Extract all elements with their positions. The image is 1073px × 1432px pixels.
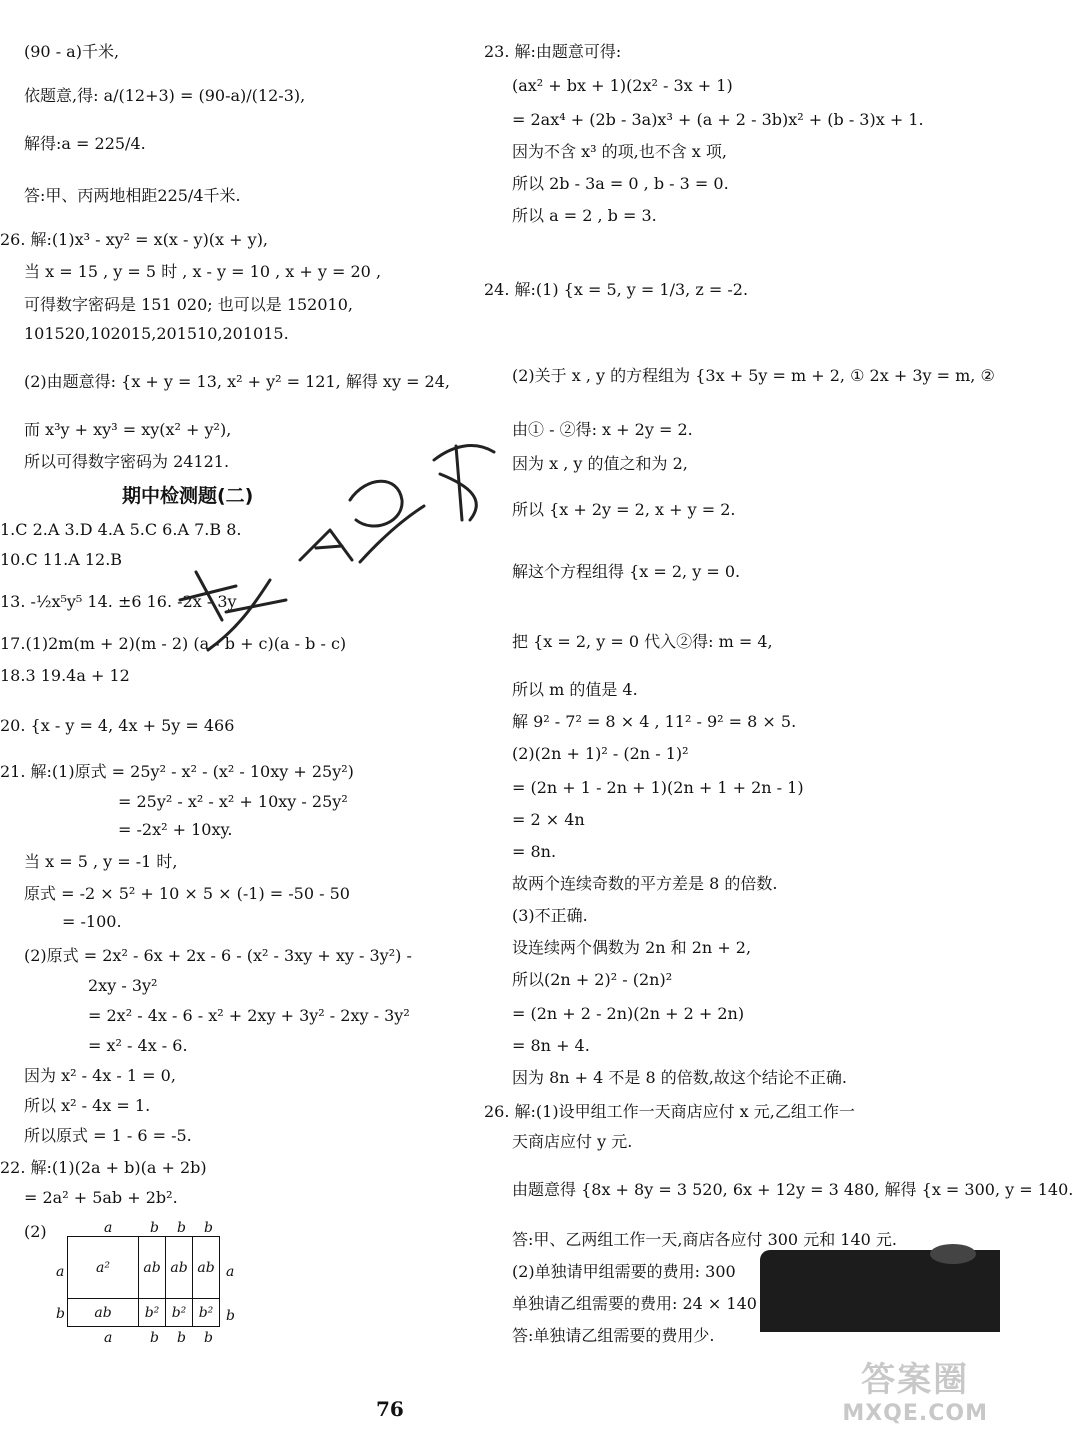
- text-line: 2xy - 3y²: [88, 976, 158, 995]
- text-line: 当 x = 5 , y = -1 时,: [24, 852, 178, 871]
- text-line: = 8n + 4.: [512, 1036, 590, 1055]
- problem-23-start: 23. 解:由题意可得:: [484, 42, 622, 61]
- answer-line: 10.C 11.A 12.B: [0, 550, 123, 569]
- text-line: 解得:a = 225/4.: [24, 134, 146, 153]
- text-line: = -100.: [62, 912, 122, 931]
- diagram-bottom-label: b: [150, 1330, 159, 1346]
- text-line: (2)单独请甲组需要的费用: 300: [512, 1262, 736, 1281]
- diagram-bottom-label: b: [204, 1330, 213, 1346]
- text-line: 答:甲、丙两地相距225/4千米.: [24, 186, 241, 205]
- obscured-dark-region: [760, 1250, 1000, 1332]
- text-line: = 25y² - x² - x² + 10xy - 25y²: [118, 792, 348, 811]
- area-cell: ab: [166, 1237, 193, 1299]
- area-cell: ab: [68, 1299, 139, 1327]
- text-line: 把 {x = 2, y = 0 代入②得: m = 4,: [512, 632, 773, 651]
- watermark-logo: 答案圈: [861, 1360, 970, 1400]
- text-line: 答:甲、乙两组工作一天,商店各应付 300 元和 140 元.: [512, 1230, 897, 1249]
- area-cell: b²: [139, 1299, 166, 1327]
- text-line: (90 - a)千米,: [24, 42, 120, 61]
- section-title: 期中检测题(二): [122, 485, 254, 507]
- answer-line: 17.(1)2m(m + 2)(m - 2) (a - b + c)(a - b - c): [0, 634, 347, 653]
- text-line: (2)(2n + 1)² - (2n - 1)²: [512, 744, 689, 763]
- text-line: 当 x = 15 , y = 5 时 , x - y = 10 , x + y = 20 ,: [24, 262, 382, 281]
- area-cell: ab: [193, 1237, 220, 1299]
- diagram-top-label: b: [177, 1220, 186, 1236]
- answer-line: 13. -½x⁵y⁵ 14. ±6 16. -2x - 3y: [0, 592, 237, 611]
- problem-21-start: 21. 解:(1)原式 = 25y² - x² - (x² - 10xy + 25y²): [0, 762, 354, 781]
- watermark: [842, 1352, 988, 1426]
- text-line: 因为 x² - 4x - 1 = 0,: [24, 1066, 176, 1085]
- text-line: = -2x² + 10xy.: [118, 820, 233, 839]
- text-line: 由题意得 {8x + 8y = 3 520, 6x + 12y = 3 480, 解得 {x = 300, y = 140.: [512, 1180, 1073, 1199]
- problem-26-start: 26. 解:(1)x³ - xy² = x(x - y)(x + y),: [0, 230, 269, 249]
- text-line: 设连续两个偶数为 2n 和 2n + 2,: [512, 938, 752, 957]
- text-line: (2)关于 x , y 的方程组为 {3x + 5y = m + 2, ① 2x + 3y = m, ②: [512, 366, 995, 385]
- text-line: 因为不含 x³ 的项,也不含 x 项,: [512, 142, 727, 161]
- text-line: 因为 x , y 的值之和为 2,: [512, 454, 688, 473]
- diagram-top-label: a: [104, 1220, 113, 1236]
- text-line: 故两个连续奇数的平方差是 8 的倍数.: [512, 874, 778, 893]
- area-cell: a²: [68, 1237, 139, 1299]
- diagram-top-label: b: [150, 1220, 159, 1236]
- diagram-left-label: b: [56, 1306, 65, 1322]
- text-line: 答:单独请乙组需要的费用少.: [512, 1326, 715, 1345]
- text-line: = 2a² + 5ab + 2b².: [24, 1188, 178, 1207]
- text-line: 所以可得数字密码为 24121.: [24, 452, 230, 471]
- area-cell: b²: [193, 1299, 220, 1327]
- text-line: (2)原式 = 2x² - 6x + 2x - 6 - (x² - 3xy + xy - 3y²) -: [24, 946, 412, 965]
- diagram-bottom-label: b: [177, 1330, 186, 1346]
- text-line: 原式 = -2 × 5² + 10 × 5 × (-1) = -50 - 50: [24, 884, 350, 903]
- text-line: 由① - ②得: x + 2y = 2.: [512, 420, 693, 439]
- answer-line: 1.C 2.A 3.D 4.A 5.C 6.A 7.B 8.: [0, 520, 242, 539]
- text-line: 天商店应付 y 元.: [512, 1132, 633, 1151]
- area-cell: ab: [139, 1237, 166, 1299]
- watermark-site: MXQE.COM: [842, 1401, 988, 1426]
- text-line: 解 9² - 7² = 8 × 4 , 11² - 9² = 8 × 5.: [512, 712, 797, 731]
- answer-line: 20. {x - y = 4, 4x + 5y = 466: [0, 716, 235, 735]
- diagram-bottom-label: a: [104, 1330, 113, 1346]
- diagram-right-label: b: [226, 1308, 235, 1324]
- text-line: = (2n + 2 - 2n)(2n + 2 + 2n): [512, 1004, 745, 1023]
- page-number: 76: [376, 1397, 404, 1421]
- text-line: (2)由题意得: {x + y = 13, x² + y² = 121, 解得 xy = 24,: [24, 372, 451, 391]
- diagram-right-label: a: [226, 1264, 235, 1280]
- text-line: 依题意,得: a/(12+3) = (90-a)/(12-3),: [24, 86, 306, 105]
- text-line: 解这个方程组得 {x = 2, y = 0.: [512, 562, 741, 581]
- answer-line: 18.3 19.4a + 12: [0, 666, 130, 685]
- text-line: 所以 x² - 4x = 1.: [24, 1096, 151, 1115]
- text-line: 可得数字密码是 151 020; 也可以是 152010,: [24, 295, 353, 314]
- text-line: 因为 8n + 4 不是 8 的倍数,故这个结论不正确.: [512, 1068, 847, 1087]
- problem-26-right-start: 26. 解:(1)设甲组工作一天商店应付 x 元,乙组工作一: [484, 1102, 855, 1121]
- area-cell: b²: [166, 1299, 193, 1327]
- text-line: 而 x³y + xy³ = xy(x² + y²),: [24, 420, 232, 439]
- text-line: 所以 m 的值是 4.: [512, 680, 638, 699]
- diagram-top-label: b: [204, 1220, 213, 1236]
- problem-24-start: 24. 解:(1) {x = 5, y = 1/3, z = -2.: [484, 280, 749, 299]
- text-line: = 8n.: [512, 842, 557, 861]
- text-line: 所以 2b - 3a = 0 , b - 3 = 0.: [512, 174, 729, 193]
- text-line: (ax² + bx + 1)(2x² - 3x + 1): [512, 76, 733, 95]
- problem-22-start: 22. 解:(1)(2a + b)(a + 2b): [0, 1158, 207, 1177]
- area-table: [67, 1236, 220, 1327]
- text-line: (2): [24, 1222, 47, 1241]
- text-line: 所以 a = 2 , b = 3.: [512, 206, 657, 225]
- text-line: 所以(2n + 2)² - (2n)²: [512, 970, 673, 989]
- text-line: = 2 × 4n: [512, 810, 585, 829]
- text-line: 单独请乙组需要的费用: 24 × 140: [512, 1294, 757, 1313]
- text-line: = 2ax⁴ + (2b - 3a)x³ + (a + 2 - 3b)x² + (b - 3)x + 1.: [512, 110, 924, 129]
- text-line: = x² - 4x - 6.: [88, 1036, 188, 1055]
- text-line: = 2x² - 4x - 6 - x² + 2xy + 3y² - 2xy - 3y²: [88, 1006, 410, 1025]
- diagram-left-label: a: [56, 1264, 65, 1280]
- text-line: 101520,102015,201510,201015.: [24, 324, 289, 343]
- text-line: 所以原式 = 1 - 6 = -5.: [24, 1126, 192, 1145]
- text-line: (3)不正确.: [512, 906, 588, 925]
- text-line: 所以 {x + 2y = 2, x + y = 2.: [512, 500, 736, 519]
- text-line: = (2n + 1 - 2n + 1)(2n + 1 + 2n - 1): [512, 778, 804, 797]
